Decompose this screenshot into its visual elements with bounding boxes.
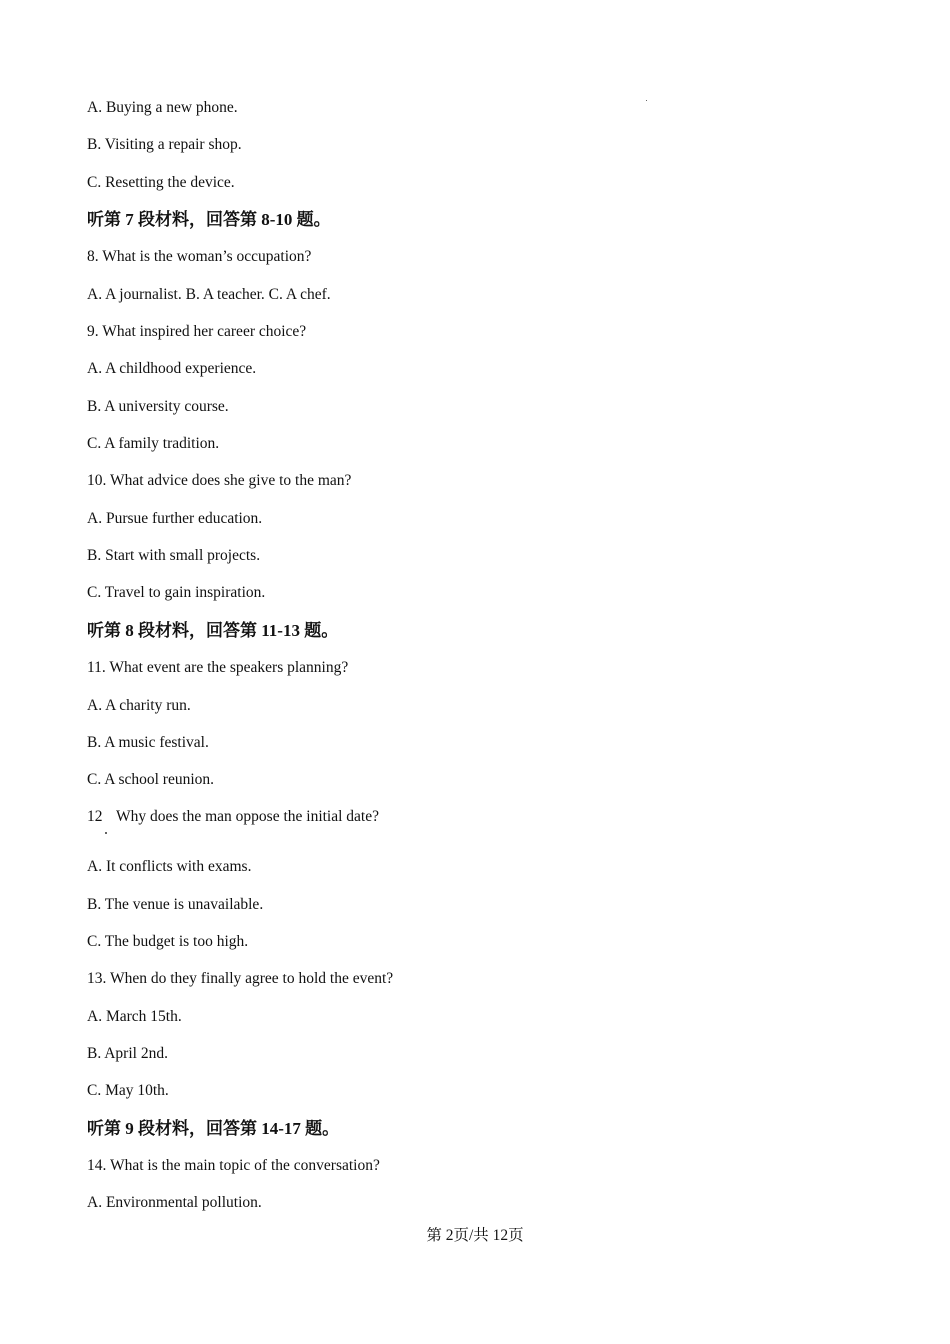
q13-option-c: C. May 10th. <box>87 1082 169 1099</box>
section-heading-9: 听第 9 段材料，回答第 14-17 题。 <box>87 1119 340 1138</box>
q7-option-a: A. Buying a new phone. <box>87 99 238 116</box>
q13-option-a: A. March 15th. <box>87 1008 182 1025</box>
q10-option-c: C. Travel to gain inspiration. <box>87 584 266 601</box>
q12-option-c: C. The budget is too high. <box>87 933 249 950</box>
question-8: 8. What is the woman’s occupation? <box>87 248 312 265</box>
q7-option-c: C. Resetting the device. <box>87 174 235 191</box>
q8-options: A. A journalist. B. A teacher. C. A chef. <box>87 286 331 303</box>
question-12 <box>87 807 487 827</box>
question-12-text: Why does the man oppose the initial date? <box>116 808 379 825</box>
question-12-number: 12 <box>87 808 103 825</box>
q11-option-c: C. A school reunion. <box>87 771 215 788</box>
q7-option-b: B. Visiting a repair shop. <box>87 136 242 153</box>
question-11: 11. What event are the speakers planning? <box>87 659 349 676</box>
q11-option-b: B. A music festival. <box>87 734 209 751</box>
q9-option-c: C. A family tradition. <box>87 435 220 452</box>
q10-option-a: A. Pursue further education. <box>87 510 263 527</box>
section-heading-8: 听第 8 段材料，回答第 11-13 题。 <box>87 621 339 640</box>
q11-option-a: A. A charity run. <box>87 697 191 714</box>
page-footer: 第 2页/共 12页 <box>426 1227 524 1244</box>
section-heading-7: 听第 7 段材料，回答第 8-10 题。 <box>87 210 331 229</box>
stray-dot-mark-top <box>646 100 647 101</box>
q12-option-b: B. The venue is unavailable. <box>87 896 264 913</box>
q9-option-a: A. A childhood experience. <box>87 360 257 377</box>
q13-option-b: B. April 2nd. <box>87 1045 168 1062</box>
q12-option-a: A. It conflicts with exams. <box>87 858 252 875</box>
stray-dot-mark <box>105 832 107 834</box>
q9-option-b: B. A university course. <box>87 398 229 415</box>
q14-option-a: A. Environmental pollution. <box>87 1194 262 1211</box>
question-10: 10. What advice does she give to the man? <box>87 472 352 489</box>
q10-option-b: B. Start with small projects. <box>87 547 261 564</box>
question-13: 13. When do they finally agree to hold the event? <box>87 970 394 987</box>
question-14: 14. What is the main topic of the conversation? <box>87 1157 380 1174</box>
question-9: 9. What inspired her career choice? <box>87 323 307 340</box>
